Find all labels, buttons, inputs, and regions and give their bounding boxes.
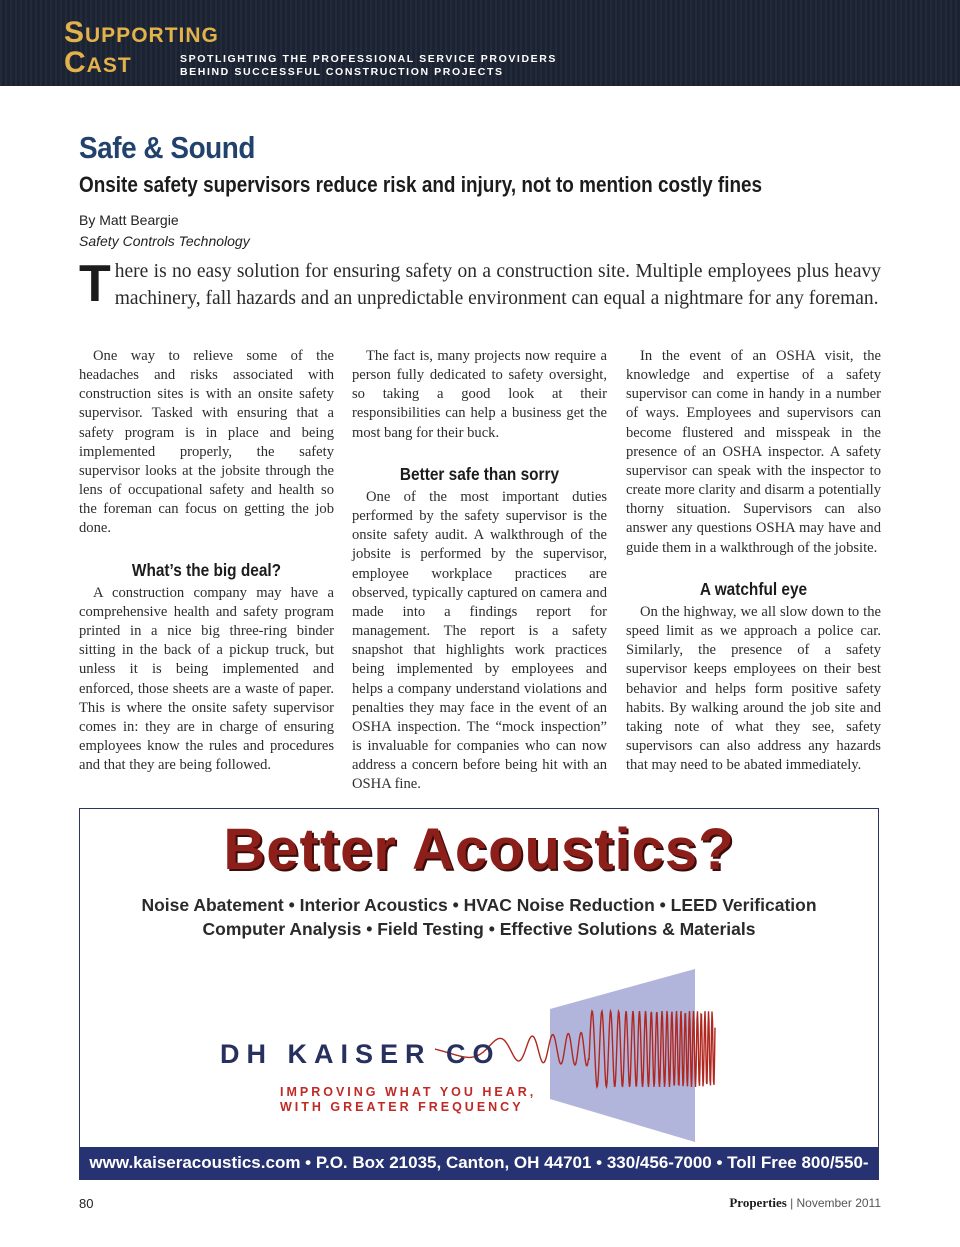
- ad-tagline-line1: IMPROVING WHAT YOU HEAR,: [280, 1085, 537, 1099]
- author-affiliation: Safety Controls Technology: [79, 233, 250, 249]
- drop-cap: T: [79, 255, 111, 313]
- section-title-line2: Cast: [64, 46, 132, 79]
- publication-footer: [729, 1195, 881, 1211]
- issue-date: November 2011: [796, 1196, 881, 1210]
- body-paragraph: In the event of an OSHA visit, the knowledge and expertise of a safety supervisor can come in handy in a number of ways. Employees and supervisors can become flustered and misspeak in the presence of an OSHA inspector. A safety supervisor can speak with the inspector to create more clarity and disarm a potentially thorny situation. Supervisors can also answer any questions OSHA may have and guide them in a walkthrough of the jobsite.: [626, 348, 881, 556]
- ad-contact-bar[interactable]: www.kaiseracoustics.com • P.O. Box 21035, Canton, OH 44701 • 330/456-7000 • Toll Free 800/550-7007: [80, 1147, 878, 1179]
- article-subtitle: Onsite safety supervisors reduce risk and injury, not to mention costly fines: [79, 172, 763, 197]
- publication-name: Properties: [729, 1195, 787, 1210]
- lead-paragraph: [79, 255, 881, 313]
- ad-services-line1: Noise Abatement • Interior Acoustics • HVAC Noise Reduction • LEED Verification: [141, 895, 817, 915]
- subheading-watchful-eye: A watchful eye: [699, 578, 808, 599]
- ad-services-line2: Computer Analysis • Field Testing • Effective Solutions & Materials: [202, 919, 756, 939]
- article-byline: By Matt Beargie: [79, 212, 179, 228]
- section-title-line1: Supporting: [64, 16, 219, 49]
- body-paragraph: One of the most important duties performed by the safety supervisor is the onsite safety audit. A walkthrough of the jobsite is performed by the supervisor, employee workplace practices are observed, typically captured on camera and made into a findings report for management. The report is a safety snapshot that highlights work practices being implemented by employees and helps a company understand violations and penalties they may face in the event of an OSHA inspection. The “mock inspection” is invaluable for companies who can now address a concern before being hit with an OSHA fine.: [352, 488, 607, 793]
- subheading-big-deal: What’s the big deal?: [131, 559, 282, 580]
- footer-separator: |: [790, 1196, 794, 1210]
- section-header-band: [0, 0, 960, 86]
- ad-tagline-line2: WITH GREATER FREQUENCY: [280, 1100, 524, 1114]
- lead-text: here is no easy solution for ensuring safety on a construction site. Multiple employees plus heavy machinery, fall hazards and an unpredictable environment can equal a nightmare for any foreman.: [114, 261, 881, 309]
- subheading-better-safe: Better safe than sorry: [399, 463, 560, 484]
- article-column-1: [79, 347, 334, 775]
- section-subtitle-line2: BEHIND SUCCESSFUL CONSTRUCTION PROJECTS: [180, 66, 504, 78]
- article-column-2: [352, 347, 607, 794]
- article-column-3: [626, 347, 881, 775]
- ad-headline: Better Acoustics?: [223, 817, 735, 882]
- body-paragraph: One way to relieve some of the headaches and risks associated with construction sites is with an onsite safety supervisor. Tasked with ensuring that a safety program is in place and being implemented properly, the safety supervisor looks at the jobsite through the lens of occupational safety and health so the foreman can focus on getting the job done.: [79, 348, 334, 537]
- body-paragraph: The fact is, many projects now require a person fully dedicated to safety oversight, so taking a good look at their responsibilities can help a business get the most bang for their buck.: [352, 348, 607, 441]
- body-paragraph: A construction company may have a comprehensive health and safety program printed in a nice big three-ring binder sitting in the back of a pickup truck, but unless it is being implemented and enforced, those sheets are a waste of paper. This is where the onsite safety supervisor comes in: they are in charge of ensuring employees know the rules and procedures and that they are being followed.: [79, 584, 334, 774]
- body-paragraph: On the highway, we all slow down to the speed limit as we approach a police car. Similarly, the presence of a safety supervisor keeps employees on their best behavior and helps form positive safety habits. By walking around the job site and taking note of what they see, safety supervisors can also address any hazards that may need to be abated immediately.: [626, 603, 881, 774]
- page-number: 80: [79, 1196, 94, 1211]
- company-logo-text: DH KAISER CO: [220, 1039, 501, 1069]
- article-title: Safe & Sound: [79, 130, 255, 165]
- section-subtitle-line1: SPOTLIGHTING THE PROFESSIONAL SERVICE PROVIDERS: [180, 53, 558, 65]
